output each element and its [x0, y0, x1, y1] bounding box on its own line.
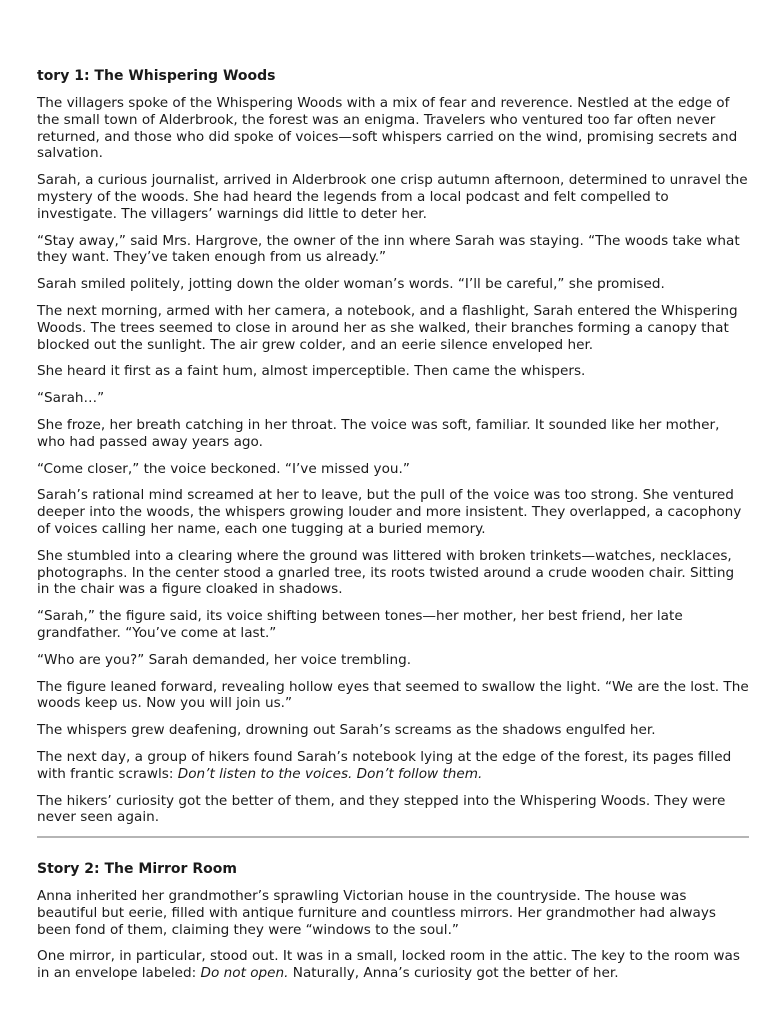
story-1-paragraph-4: Sarah smiled politely, jotting down the older woman’s words. “I’ll be careful,” she promised.: [37, 276, 665, 293]
mirror-paragraph-text-after: Naturally, Anna’s curiosity got the better of her.: [288, 965, 619, 982]
story-2-paragraph-1: Anna inherited her grandmother’s sprawling Victorian house in the countryside. The house was beautiful but eerie, filled with antique furniture and countless mirrors. Her grandmother had always been fond of them, claiming they were “windows to the soul.”: [37, 888, 716, 938]
story-1-paragraph-9: “Come closer,” the voice beckoned. “I’ve missed you.”: [37, 460, 410, 477]
notebook-scrawl-quote: Don’t listen to the voices. Don’t follow them.: [177, 765, 483, 782]
story-1: [37, 67, 749, 826]
story-1-paragraph-5: The next morning, armed with her camera, a notebook, and a flashlight, Sarah entered the Whispering Woods. The trees seemed to close in around her as she walked, their branches forming a canopy that blocked out the sunlight. The air grew colder, and an eerie silence enveloped her.: [37, 302, 738, 353]
story-1-paragraph-1: The villagers spoke of the Whispering Woods with a mix of fear and reverence. Nestled at the edge of the small town of Alderbrook, the forest was an enigma. Travelers who ventured too far often never returned, and those who did spoke of voices—soft whispers carried on the wind, promising secrets and salvation.: [37, 95, 738, 162]
section-divider: [37, 836, 749, 838]
mirror-paragraph-text-before: One mirror, in particular, stood out. It was in a small, locked room in the attic. The key to the room was in an envelope labeled:: [37, 948, 740, 982]
story-1-paragraph-10: Sarah’s rational mind screamed at her to leave, but the pull of the voice was too strong. She ventured deeper into the woods, the whispers growing louder and more insistent. They overlapped, a cacophony of voices calling her name, each one tugging at a buried memory.: [37, 487, 742, 537]
story-1-paragraph-8: She froze, her breath catching in her throat. The voice was soft, familiar. It sounded like her mother, who had passed away years ago.: [37, 416, 720, 450]
story-1-closing-paragraph: The hikers’ curiosity got the better of them, and they stepped into the Whispering Woods. They were never seen again.: [37, 792, 726, 826]
story-1-paragraph-15: The whispers grew deafening, drowning out Sarah’s screams as the shadows engulfed her.: [37, 722, 656, 739]
story-1-paragraph-11: She stumbled into a clearing where the ground was littered with broken trinkets—watches, necklaces, photographs. In the center stood a gnarled tree, its roots twisted around a crude wooden chair. Sitting in the chair was a figure cloaked in shadows.: [37, 547, 735, 598]
story-1-paragraph-13: “Who are you?” Sarah demanded, her voice trembling.: [37, 651, 412, 668]
story-2-title: Story 2: The Mirror Room: [37, 861, 237, 878]
envelope-label-quote: Do not open.: [200, 965, 289, 982]
story-1-paragraph-7: “Sarah…”: [37, 390, 105, 407]
story-1-paragraph-3: “Stay away,” said Mrs. Hargrove, the owner of the inn where Sarah was staying. “The woods take what they want. They’ve taken enough from us already.”: [37, 232, 740, 266]
notebook-paragraph-text: The next day, a group of hikers found Sarah’s notebook lying at the edge of the forest, its pages filled with frantic scrawls:: [37, 748, 732, 782]
story-1-paragraph-12: “Sarah,” the figure said, its voice shifting between tones—her mother, her best friend, her late grandfather. “You’ve come at last.”: [37, 608, 683, 641]
story-2-mirror-paragraph: [37, 948, 749, 982]
story-2: [37, 860, 749, 982]
story-1-notebook-paragraph: [37, 749, 749, 783]
story-1-title: tory 1: The Whispering Woods: [37, 68, 276, 84]
story-1-paragraph-14: The figure leaned forward, revealing hollow eyes that seemed to swallow the light. “We are the lost. The woods keep us. Now you will join us.”: [37, 678, 749, 712]
story-1-paragraph-6: She heard it first as a faint hum, almost imperceptible. Then came the whispers.: [37, 363, 586, 380]
story-1-paragraph-2: Sarah, a curious journalist, arrived in Alderbrook one crisp autumn afternoon, determined to unravel the mystery of the woods. She had heard the legends from a local podcast and felt compelled to investigate. The villagers’ warnings did little to deter her.: [37, 172, 748, 222]
